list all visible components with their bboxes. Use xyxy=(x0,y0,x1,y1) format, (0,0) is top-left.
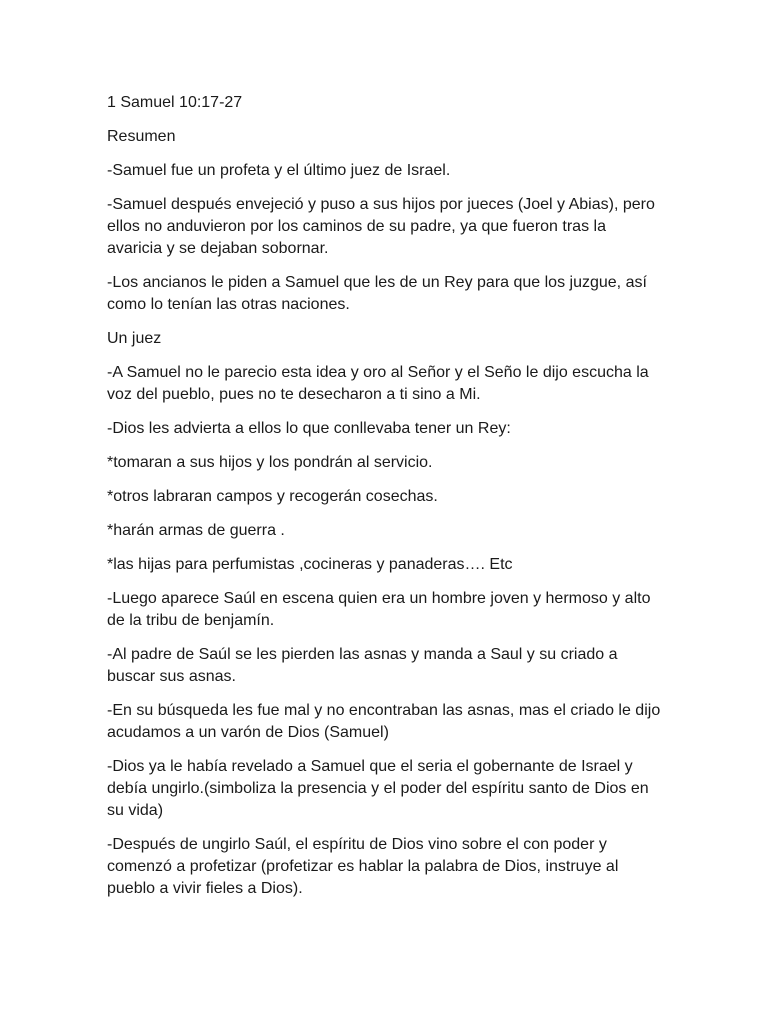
list-item: *harán armas de guerra . xyxy=(107,522,285,539)
paragraph: -Dios ya le había revelado a Samuel que el seria el gobernante de Israel y debía ungirlo.(simboliza la presencia y el poder del espíritu santo de Dios en su vida) xyxy=(107,758,649,819)
section-heading-un-juez: Un juez xyxy=(107,330,162,347)
verse-reference: 1 Samuel 10:17-27 xyxy=(107,94,243,111)
paragraph: -A Samuel no le parecio esta idea y oro al Señor y el Seño le dijo escucha la voz del pueblo, pues no te desecharon a ti sino a Mi. xyxy=(107,364,649,403)
paragraph: -Después de ungirlo Saúl, el espíritu de Dios vino sobre el con poder y comenzó a profetizar (profetizar es hablar la palabra de Dios, instruye al pueblo a vivir fieles a Dios). xyxy=(107,836,619,897)
paragraph: -Samuel fue un profeta y el último juez de Israel. xyxy=(107,162,451,179)
list-item: *tomaran a sus hijos y los pondrán al servicio. xyxy=(107,454,433,471)
paragraph: -Samuel después envejeció y puso a sus hijos por jueces (Joel y Abias), pero ellos no anduvieron por los caminos de su padre, ya que fueron tras la avaricia y se dejaban sobornar. xyxy=(107,196,655,257)
list-item: *otros labraran campos y recogerán cosechas. xyxy=(107,488,438,505)
paragraph: -Al padre de Saúl se les pierden las asnas y manda a Saul y su criado a buscar sus asnas. xyxy=(107,646,618,685)
paragraph: -Los ancianos le piden a Samuel que les de un Rey para que los juzgue, así como lo tenían las otras naciones. xyxy=(107,274,647,313)
paragraph: -Dios les advierta a ellos lo que conllevaba tener un Rey: xyxy=(107,420,511,437)
paragraph: -En su búsqueda les fue mal y no encontraban las asnas, mas el criado le dijo acudamos a un varón de Dios (Samuel) xyxy=(107,702,661,741)
paragraph: -Luego aparece Saúl en escena quien era un hombre joven y hermoso y alto de la tribu de benjamín. xyxy=(107,590,651,629)
list-item: *las hijas para perfumistas ,cocineras y panaderas…. Etc xyxy=(107,556,513,573)
document-body xyxy=(107,92,663,912)
section-heading-resumen: Resumen xyxy=(107,128,176,145)
